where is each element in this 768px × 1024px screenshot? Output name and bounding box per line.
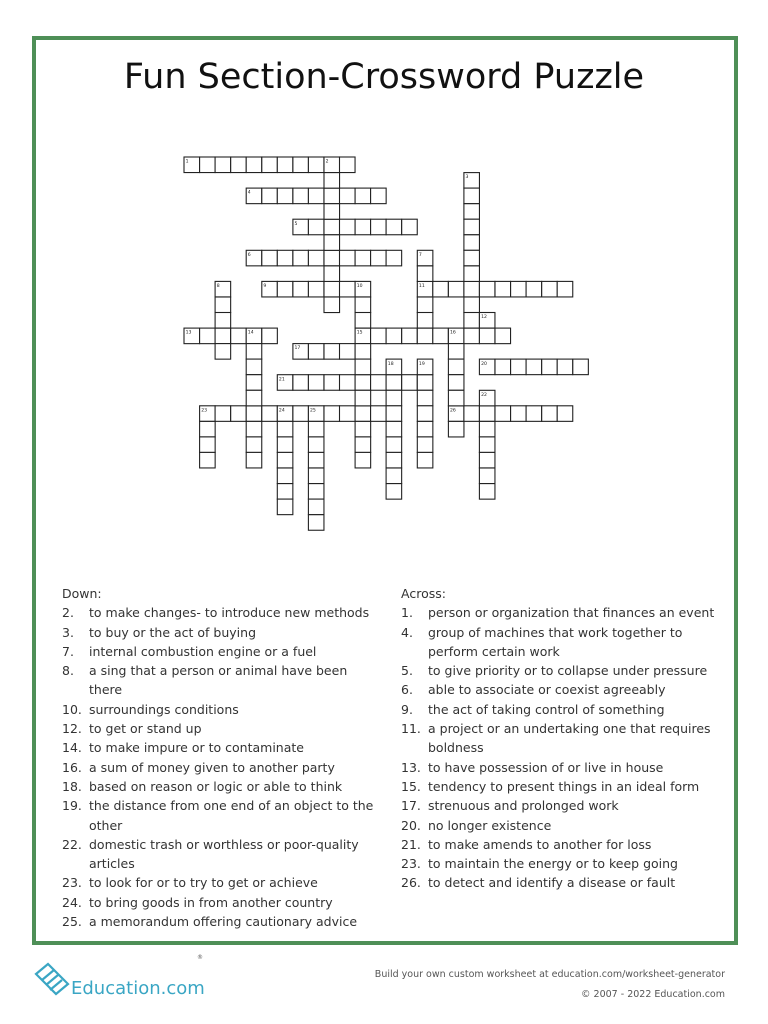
clue-item [401, 873, 721, 892]
clue-number: 19. [62, 798, 82, 814]
crossword-cell[interactable] [511, 406, 527, 422]
clue-number: 13. [401, 759, 421, 775]
crossword-cell[interactable] [277, 188, 293, 204]
crossword-cell[interactable] [402, 328, 418, 344]
footer-copyright: © 2007 - 2022 Education.com [581, 989, 725, 1000]
crossword-cell[interactable] [479, 484, 495, 500]
clue-item [401, 796, 721, 815]
cell-number: 9 [263, 284, 267, 289]
crossword-cell[interactable] [324, 219, 340, 235]
crossword-cell[interactable] [417, 297, 433, 313]
clue-number: 23. [401, 856, 421, 872]
crossword-cell[interactable] [386, 406, 402, 422]
crossword-cell[interactable] [324, 188, 340, 204]
crossword-cell[interactable] [355, 188, 371, 204]
crossword-cell[interactable] [215, 297, 231, 313]
crossword-cell[interactable] [417, 390, 433, 406]
clue-text: to make impure or to contaminate [89, 740, 304, 756]
cell-number: 1 [185, 159, 189, 165]
clue-text: a project or an undertaking one that requires boldness [428, 721, 711, 756]
crossword-cell[interactable] [262, 250, 278, 266]
cell-number: 20 [481, 361, 487, 367]
clue-text: surroundings conditions [89, 701, 239, 717]
clue-item [62, 642, 382, 661]
crossword-cell[interactable] [262, 328, 278, 344]
cell-number: 8 [216, 284, 220, 289]
clue-number: 25. [62, 914, 82, 930]
crossword-cell[interactable] [526, 359, 542, 375]
crossword-cell[interactable] [231, 157, 247, 173]
clue-number: 4. [401, 624, 413, 640]
across-clue-list [401, 603, 721, 892]
crossword-cell[interactable] [308, 437, 324, 453]
crossword-cell[interactable] [308, 250, 324, 266]
crossword-cell[interactable] [308, 499, 324, 515]
crossword-cell[interactable] [308, 452, 324, 468]
clue-number: 22. [62, 836, 82, 852]
clue-text: domestic trash or worthless or poor-quality articles [89, 836, 359, 872]
clue-item [401, 700, 721, 719]
crossword-cell[interactable] [355, 250, 371, 266]
clue-item [62, 912, 382, 931]
crossword-cell[interactable] [308, 421, 324, 437]
crossword-cell[interactable] [495, 328, 511, 344]
crossword-cell[interactable] [371, 328, 387, 344]
clue-number: 20. [401, 817, 421, 833]
crossword-cell[interactable] [495, 281, 511, 297]
crossword-cell[interactable] [386, 452, 402, 468]
crossword-cell[interactable] [277, 452, 293, 468]
clue-text: tendency to present things in an ideal form [428, 778, 700, 794]
crossword-cell[interactable] [386, 468, 402, 484]
crossword-cell[interactable] [371, 406, 387, 422]
crossword-cell[interactable] [293, 250, 309, 266]
crossword-cell[interactable] [262, 157, 278, 173]
crossword-cell[interactable] [246, 157, 262, 173]
crossword-cell[interactable] [479, 406, 495, 422]
crossword-cell[interactable] [557, 281, 573, 297]
crossword-cell[interactable] [433, 328, 449, 344]
crossword-cell[interactable] [324, 250, 340, 266]
crossword-cell[interactable] [246, 375, 262, 391]
clue-number: 2. [62, 605, 74, 621]
crossword-cell[interactable] [340, 375, 356, 391]
crossword-cell[interactable] [277, 484, 293, 500]
clue-item [401, 661, 721, 680]
clue-number: 23. [62, 875, 82, 891]
cell-number: 16 [450, 330, 456, 336]
crossword-cell[interactable] [246, 359, 262, 375]
clue-number: 26. [401, 875, 421, 891]
crossword-cell[interactable] [479, 421, 495, 437]
cell-number: 22 [481, 392, 487, 398]
crossword-cell[interactable] [495, 359, 511, 375]
clue-number: 9. [401, 701, 413, 717]
clue-text: no longer existence [428, 817, 552, 833]
crossword-cell[interactable] [386, 219, 402, 235]
crossword-cell[interactable] [417, 375, 433, 391]
crossword-cell[interactable] [448, 390, 464, 406]
crossword-cell[interactable] [324, 344, 340, 360]
crossword-cell[interactable] [246, 406, 262, 422]
clue-text: the act of taking control of something [428, 701, 665, 717]
cell-number: 5 [294, 221, 298, 227]
clue-text: strenuous and prolonged work [428, 798, 619, 814]
crossword-cell[interactable] [293, 406, 309, 422]
clue-text: to buy or the act of buying [89, 624, 257, 640]
cell-number: 24 [278, 408, 285, 414]
crossword-cell[interactable] [277, 468, 293, 484]
clue-item [401, 719, 721, 758]
crossword-cell[interactable] [386, 328, 402, 344]
crossword-cell[interactable] [215, 313, 231, 329]
cell-number: 25 [310, 408, 316, 414]
clue-number: 1. [401, 605, 413, 621]
crossword-cell[interactable] [200, 157, 216, 173]
crossword-cell[interactable] [262, 406, 278, 422]
crossword-cell[interactable] [308, 188, 324, 204]
clue-item [62, 623, 382, 642]
crossword-cell[interactable] [448, 375, 464, 391]
clue-item [62, 719, 382, 738]
clue-number: 8. [62, 663, 74, 679]
crossword-cell[interactable] [355, 313, 371, 329]
clue-text: to make changes- to introduce new methods [89, 605, 370, 621]
down-clue-list [62, 603, 382, 931]
cell-number: 2 [325, 159, 329, 165]
crossword-cell[interactable] [293, 157, 309, 173]
crossword-cell[interactable] [526, 281, 542, 297]
crossword-cell[interactable] [557, 359, 573, 375]
clue-item [62, 738, 382, 757]
clue-number: 14. [62, 740, 82, 756]
crossword-cell[interactable] [215, 406, 231, 422]
cell-number: 4 [247, 190, 251, 196]
crossword-cell[interactable] [371, 250, 387, 266]
clue-text: to give priority or to collapse under pressure [428, 663, 708, 679]
clue-text: to maintain the energy or to keep going [428, 856, 678, 872]
cell-number: 14 [247, 330, 254, 336]
crossword-cell[interactable] [464, 297, 480, 313]
footer-generator-link: Build your own custom worksheet at education.com/worksheet-generator [374, 969, 725, 980]
crossword-cell[interactable] [386, 390, 402, 406]
crossword-cell[interactable] [433, 281, 449, 297]
crossword-cell[interactable] [417, 406, 433, 422]
cell-number: 10 [356, 284, 363, 289]
crossword-cell[interactable] [340, 188, 356, 204]
clue-text: based on reason or logic or able to think [89, 778, 343, 794]
clue-text: to have possession of or live in house [428, 759, 664, 775]
crossword-cell[interactable] [246, 344, 262, 360]
clue-item [62, 893, 382, 912]
crossword-cell[interactable] [464, 266, 480, 282]
crossword-cell[interactable] [277, 437, 293, 453]
clue-item [401, 835, 721, 854]
down-heading: Down: [62, 586, 102, 601]
clue-number: 15. [401, 778, 421, 794]
crossword-cell[interactable] [464, 250, 480, 266]
clue-item [62, 661, 382, 700]
clue-text: a memorandum offering cautionary advice [89, 914, 358, 930]
crossword-cell[interactable] [479, 281, 495, 297]
clue-item [62, 873, 382, 892]
crossword-cell[interactable] [277, 250, 293, 266]
crossword-cell[interactable] [355, 421, 371, 437]
crossword-cell[interactable] [308, 468, 324, 484]
clue-number: 7. [62, 643, 74, 659]
crossword-cell[interactable] [386, 437, 402, 453]
crossword-cell[interactable] [417, 266, 433, 282]
crossword-cell[interactable] [308, 375, 324, 391]
crossword-cell[interactable] [324, 406, 340, 422]
clue-text: group of machines that work together to perform certain work [428, 624, 683, 659]
crossword-cell[interactable] [557, 406, 573, 422]
crossword-cell[interactable] [511, 359, 527, 375]
cell-number: 26 [450, 408, 456, 414]
crossword-cell[interactable] [417, 328, 433, 344]
crossword-cell[interactable] [231, 328, 247, 344]
crossword-cell[interactable] [371, 188, 387, 204]
crossword-cell[interactable] [464, 281, 480, 297]
crossword-cell[interactable] [215, 344, 231, 360]
crossword-cell[interactable] [464, 313, 480, 329]
crossword-cell[interactable] [308, 515, 324, 531]
crossword-cell[interactable] [464, 328, 480, 344]
crossword-cell[interactable] [324, 173, 340, 189]
crossword-cell[interactable] [355, 406, 371, 422]
clue-item [401, 854, 721, 873]
crossword-cell[interactable] [340, 281, 356, 297]
crossword-cell[interactable] [277, 421, 293, 437]
across-heading: Across: [401, 586, 446, 601]
crossword-cell[interactable] [448, 281, 464, 297]
crossword-cell[interactable] [308, 281, 324, 297]
crossword-cell[interactable] [340, 344, 356, 360]
crossword-cell[interactable] [340, 219, 356, 235]
clue-text: a sum of money given to another party [89, 759, 335, 775]
crossword-cell[interactable] [246, 390, 262, 406]
clue-text: a sing that a person or animal have been there [89, 663, 348, 698]
clue-item [401, 603, 721, 622]
crossword-cell[interactable] [511, 281, 527, 297]
cell-number: 3 [465, 175, 469, 181]
crossword-cell[interactable] [464, 204, 480, 220]
crossword-cell[interactable] [324, 204, 340, 220]
clue-text: to look for or to try to get or achieve [89, 875, 318, 891]
cell-number: 18 [387, 361, 394, 367]
crossword-cell[interactable] [542, 406, 558, 422]
crossword-cell[interactable] [215, 328, 231, 344]
crossword-cell[interactable] [215, 157, 231, 173]
crossword-cell[interactable] [293, 375, 309, 391]
clue-number: 11. [401, 721, 421, 737]
clue-text: to get or stand up [89, 721, 202, 737]
crossword-cell[interactable] [308, 219, 324, 235]
clue-item [62, 758, 382, 777]
registered-mark: ® [197, 954, 203, 961]
crossword-cell[interactable] [417, 437, 433, 453]
crossword-cell[interactable] [542, 281, 558, 297]
crossword-cell[interactable] [308, 157, 324, 173]
cell-number: 12 [481, 315, 487, 321]
clue-item [401, 680, 721, 699]
crossword-cell[interactable] [340, 250, 356, 266]
crossword-cell[interactable] [371, 375, 387, 391]
crossword-cell[interactable] [324, 281, 340, 297]
cell-number: 23 [201, 408, 208, 414]
clue-item [401, 777, 721, 796]
clue-text: to detect and identify a disease or fault [428, 875, 676, 891]
clue-number: 12. [62, 721, 82, 737]
crossword-cell[interactable] [355, 219, 371, 235]
cell-number: 19 [418, 361, 425, 367]
crossword-cell[interactable] [200, 421, 216, 437]
brand-name: Education.com [71, 978, 205, 999]
crossword-cell[interactable] [542, 359, 558, 375]
crossword-cell[interactable] [386, 421, 402, 437]
crossword-cell[interactable] [464, 406, 480, 422]
crossword-cell[interactable] [355, 359, 371, 375]
crossword-cell[interactable] [402, 375, 418, 391]
crossword-cell[interactable] [495, 406, 511, 422]
clue-item [62, 796, 382, 835]
crossword-cell[interactable] [386, 250, 402, 266]
crossword-cell[interactable] [417, 452, 433, 468]
clue-number: 5. [401, 663, 413, 679]
clue-number: 24. [62, 894, 82, 910]
crossword-cell[interactable] [479, 328, 495, 344]
clue-number: 6. [401, 682, 413, 698]
clue-item [401, 816, 721, 835]
crossword-cell[interactable] [464, 219, 480, 235]
clue-item [401, 758, 721, 777]
down-clues [62, 584, 382, 931]
crossword-cell[interactable] [200, 437, 216, 453]
across-clues [401, 584, 721, 893]
crossword-cell[interactable] [231, 406, 247, 422]
clue-text: person or organization that finances an event [428, 605, 715, 621]
crossword-cell[interactable] [417, 313, 433, 329]
cell-number: 15 [356, 330, 363, 336]
crossword-cell[interactable] [355, 375, 371, 391]
clue-text: the distance from one end of an object to the other [89, 798, 374, 833]
crossword-cell[interactable] [324, 297, 340, 313]
crossword-cell[interactable] [324, 235, 340, 251]
clue-number: 3. [62, 624, 74, 640]
crossword-cell[interactable] [573, 359, 589, 375]
cell-number: 6 [247, 252, 251, 258]
crossword-cell[interactable] [355, 452, 371, 468]
clue-text: to bring goods in from another country [89, 894, 333, 910]
crossword-cell[interactable] [277, 499, 293, 515]
crossword-cell[interactable] [355, 344, 371, 360]
crossword-cell[interactable] [340, 157, 356, 173]
crossword-cell[interactable] [479, 437, 495, 453]
clue-item [401, 623, 721, 662]
crossword-cell[interactable] [355, 297, 371, 313]
cell-number: 7 [418, 252, 422, 258]
crossword-cell[interactable] [200, 328, 216, 344]
crossword-cell[interactable] [277, 281, 293, 297]
crossword-cell[interactable] [324, 266, 340, 282]
crossword-cell[interactable] [448, 344, 464, 360]
cell-number: 17 [294, 346, 301, 352]
clue-text: internal combustion engine or a fuel [89, 643, 317, 659]
clue-number: 21. [401, 836, 421, 852]
crossword-cell[interactable] [402, 219, 418, 235]
cell-number: 21 [278, 377, 285, 383]
clue-number: 16. [62, 759, 82, 775]
page-title: Fun Section-Crossword Puzzle [123, 57, 645, 97]
crossword-cell[interactable] [340, 406, 356, 422]
crossword-cell[interactable] [293, 281, 309, 297]
crossword-cell[interactable] [448, 359, 464, 375]
crossword-cell[interactable] [308, 344, 324, 360]
crossword-cell[interactable] [246, 437, 262, 453]
clue-text: able to associate or coexist agreeably [428, 682, 666, 698]
clue-item [62, 777, 382, 796]
crossword-cell[interactable] [464, 188, 480, 204]
clue-number: 17. [401, 798, 421, 814]
crossword-cell[interactable] [386, 484, 402, 500]
cell-number: 11 [418, 284, 425, 289]
clue-number: 10. [62, 701, 82, 717]
crossword-cell[interactable] [200, 452, 216, 468]
clue-item [62, 603, 382, 622]
clue-number: 18. [62, 778, 82, 794]
crossword-cell[interactable] [246, 452, 262, 468]
clue-item [62, 700, 382, 719]
crossword-cell[interactable] [324, 375, 340, 391]
cell-number: 13 [185, 330, 192, 336]
crossword-cell[interactable] [246, 421, 262, 437]
crossword-cell[interactable] [293, 188, 309, 204]
crossword-cell[interactable] [355, 390, 371, 406]
crossword-cell[interactable] [262, 188, 278, 204]
clue-item [62, 835, 382, 874]
clue-text: to make amends to another for loss [428, 836, 652, 852]
crossword-cell[interactable] [448, 421, 464, 437]
crossword-cell[interactable] [371, 219, 387, 235]
crossword-cell[interactable] [479, 452, 495, 468]
crossword-cell[interactable] [386, 375, 402, 391]
crossword-cell[interactable] [308, 484, 324, 500]
crossword-cell[interactable] [526, 406, 542, 422]
crossword-cell[interactable] [479, 468, 495, 484]
crossword-cell[interactable] [277, 157, 293, 173]
crossword-cell[interactable] [355, 437, 371, 453]
crossword-cell[interactable] [417, 421, 433, 437]
crossword-cell[interactable] [464, 235, 480, 251]
